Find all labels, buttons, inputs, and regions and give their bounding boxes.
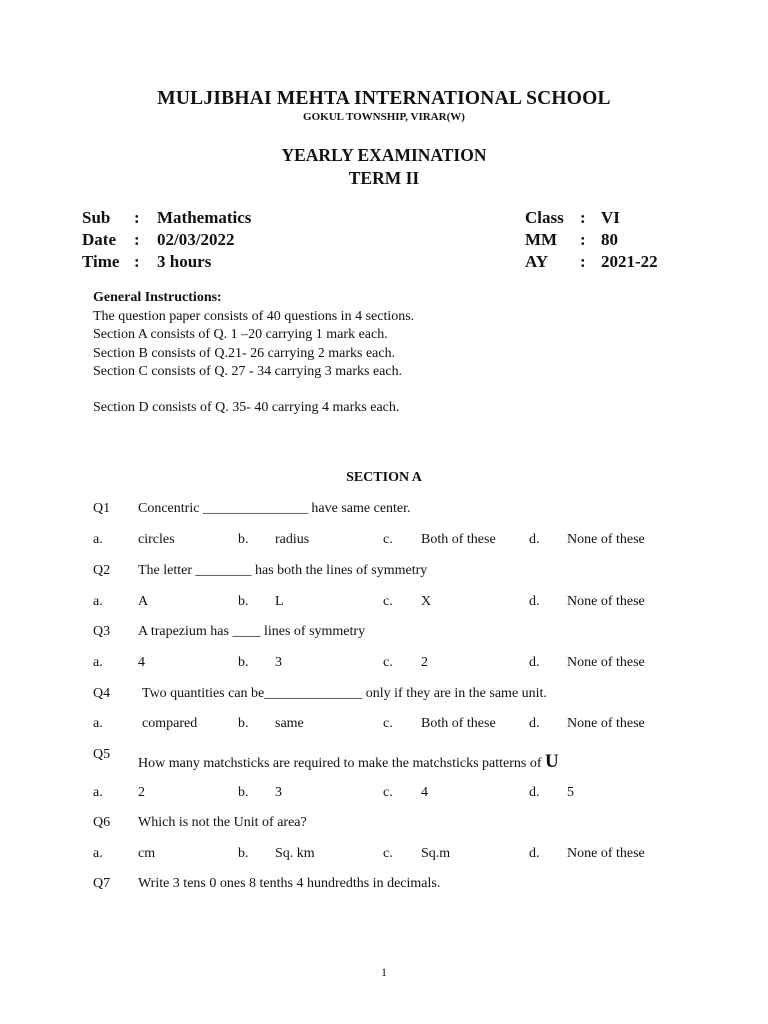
option-letter: d. xyxy=(529,594,540,609)
question-text: Which is not the Unit of area? xyxy=(138,815,307,830)
page-number: 1 xyxy=(381,965,387,979)
meta-colon: : xyxy=(580,230,586,249)
mm-value: 80 xyxy=(601,230,618,249)
option-letter: c. xyxy=(383,846,393,861)
question-text-main: How many matchsticks are required to make the matchsticks patterns of xyxy=(138,756,542,771)
meta-colon: : xyxy=(134,208,140,227)
option-letter: b. xyxy=(238,655,249,670)
option-text: None of these xyxy=(567,716,645,731)
question-text xyxy=(138,751,559,773)
option-text: Both of these xyxy=(421,532,496,547)
option-letter: c. xyxy=(383,532,393,547)
exam-title: YEARLY EXAMINATION xyxy=(281,145,487,165)
option-text: A xyxy=(138,594,149,609)
option-text: 5 xyxy=(567,785,574,800)
instruction-line: Section A consists of Q. 1 –20 carrying 1 mark each. xyxy=(93,327,388,342)
option-text: circles xyxy=(138,532,175,547)
option-letter: d. xyxy=(529,532,540,547)
section-title: SECTION A xyxy=(346,470,422,485)
question-text: Concentric _______________ have same center. xyxy=(138,501,411,516)
option-letter: b. xyxy=(238,785,249,800)
option-text: Both of these xyxy=(421,716,496,731)
option-text: 3 xyxy=(275,785,282,800)
school-address: GOKUL TOWNSHIP, VIRAR(W) xyxy=(303,111,465,123)
meta-colon: : xyxy=(134,252,140,271)
option-letter: d. xyxy=(529,716,540,731)
option-text: 4 xyxy=(421,785,428,800)
option-letter: a. xyxy=(93,594,103,609)
option-letter: c. xyxy=(383,655,393,670)
question-number: Q1 xyxy=(93,501,111,516)
option-letter: b. xyxy=(238,846,249,861)
option-letter: d. xyxy=(529,655,540,670)
meta-colon: : xyxy=(580,208,586,227)
question-number: Q5 xyxy=(93,747,111,762)
class-label: Class xyxy=(525,208,564,227)
question-number: Q6 xyxy=(93,815,111,830)
question-text: The letter ________ has both the lines of symmetry xyxy=(138,563,428,578)
question-text: Two quantities can be______________ only if they are in the same unit. xyxy=(142,686,547,701)
option-letter: a. xyxy=(93,532,103,547)
option-text: X xyxy=(421,594,432,609)
option-letter: b. xyxy=(238,594,249,609)
instruction-line: Section B consists of Q.21- 26 carrying 2 marks each. xyxy=(93,346,396,361)
option-text: None of these xyxy=(567,846,645,861)
option-text: None of these xyxy=(567,594,645,609)
option-letter: b. xyxy=(238,532,249,547)
question-text: Write 3 tens 0 ones 8 tenths 4 hundredths in decimals. xyxy=(138,876,441,891)
option-text: cm xyxy=(138,846,156,861)
question-number: Q7 xyxy=(93,876,111,891)
option-text: compared xyxy=(142,716,198,731)
option-letter: c. xyxy=(383,785,393,800)
date-label: Date xyxy=(82,230,116,249)
ay-value: 2021-22 xyxy=(601,252,658,271)
option-letter: a. xyxy=(93,716,103,731)
question-text: A trapezium has ____ lines of symmetry xyxy=(138,624,366,639)
option-text: 2 xyxy=(421,655,428,670)
question-number: Q4 xyxy=(93,686,111,701)
option-letter: d. xyxy=(529,846,540,861)
option-letter: a. xyxy=(93,846,103,861)
question-number: Q2 xyxy=(93,563,111,578)
date-value: 02/03/2022 xyxy=(157,230,235,249)
instruction-line: The question paper consists of 40 questions in 4 sections. xyxy=(93,309,415,324)
instruction-line: Section C consists of Q. 27 - 34 carrying 3 marks each. xyxy=(93,364,403,379)
option-letter: a. xyxy=(93,655,103,670)
option-text: L xyxy=(275,594,284,609)
option-text: 2 xyxy=(138,785,145,800)
meta-colon: : xyxy=(580,252,586,271)
instruction-line: Section D consists of Q. 35- 40 carrying 4 marks each. xyxy=(93,400,400,415)
class-value: VI xyxy=(601,208,620,227)
sub-label: Sub xyxy=(82,208,111,227)
instructions-title: General Instructions: xyxy=(93,290,222,305)
option-text: Sq.m xyxy=(421,846,451,861)
time-label: Time xyxy=(82,252,120,271)
sub-value: Mathematics xyxy=(157,208,252,227)
option-letter: b. xyxy=(238,716,249,731)
option-text: None of these xyxy=(567,532,645,547)
option-text: Sq. km xyxy=(275,846,315,861)
meta-colon: : xyxy=(134,230,140,249)
exam-term: TERM II xyxy=(348,168,420,188)
mm-label: MM xyxy=(525,230,558,249)
school-name: MULJIBHAI MEHTA INTERNATIONAL SCHOOL xyxy=(157,88,611,109)
option-letter: d. xyxy=(529,785,540,800)
option-text: same xyxy=(275,716,304,731)
option-text: radius xyxy=(275,532,310,547)
option-letter: a. xyxy=(93,785,103,800)
option-letter: c. xyxy=(383,594,393,609)
option-text: None of these xyxy=(567,655,645,670)
option-text: 4 xyxy=(138,655,145,670)
ay-label: AY xyxy=(525,252,548,271)
option-letter: c. xyxy=(383,716,393,731)
pattern-letter: U xyxy=(545,751,559,772)
option-text: 3 xyxy=(275,655,282,670)
question-number: Q3 xyxy=(93,624,111,639)
time-value: 3 hours xyxy=(157,252,212,271)
